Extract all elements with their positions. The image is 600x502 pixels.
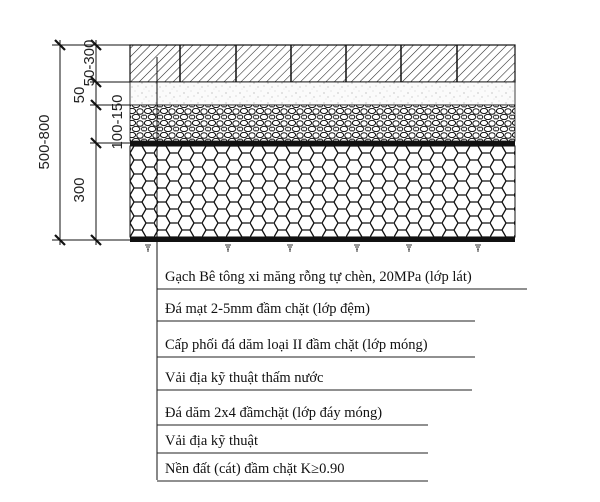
dim-block: 50-300 (81, 39, 98, 87)
dim-base: 100-150 (109, 94, 126, 150)
layer-bedding (130, 82, 515, 105)
dim-subbase: 300 (71, 177, 88, 203)
layer-geotextile-permeable (130, 141, 515, 146)
dimension-labels (36, 40, 126, 203)
label-bedding: Đá mạt 2-5mm đầm chặt (lớp đệm) (165, 301, 370, 317)
layer-base (130, 105, 515, 141)
dim-bedding: 50 (71, 86, 88, 104)
dim-total: 500-800 (36, 114, 53, 170)
layer-paving-block (130, 45, 515, 82)
label-base: Cấp phối đá dăm loại II đầm chặt (lớp móng) (165, 337, 428, 353)
label-geotextile-permeable: Vải địa kỹ thuật thấm nước (165, 370, 324, 386)
layer-subbase (130, 146, 515, 237)
layer-geotextile (130, 237, 515, 242)
label-subbase: Đá dăm 2x4 đầmchặt (lớp đáy móng) (165, 405, 383, 421)
label-subgrade: Nền đất (cát) đầm chặt K≥0.90 (165, 461, 345, 477)
label-paving-block: Gạch Bê tông xi măng rỗng tự chèn, 20MPa (lớp lát) (165, 269, 472, 285)
label-geotextile: Vải địa kỹ thuật (165, 433, 259, 449)
subgrade-earth-symbols (145, 245, 481, 252)
